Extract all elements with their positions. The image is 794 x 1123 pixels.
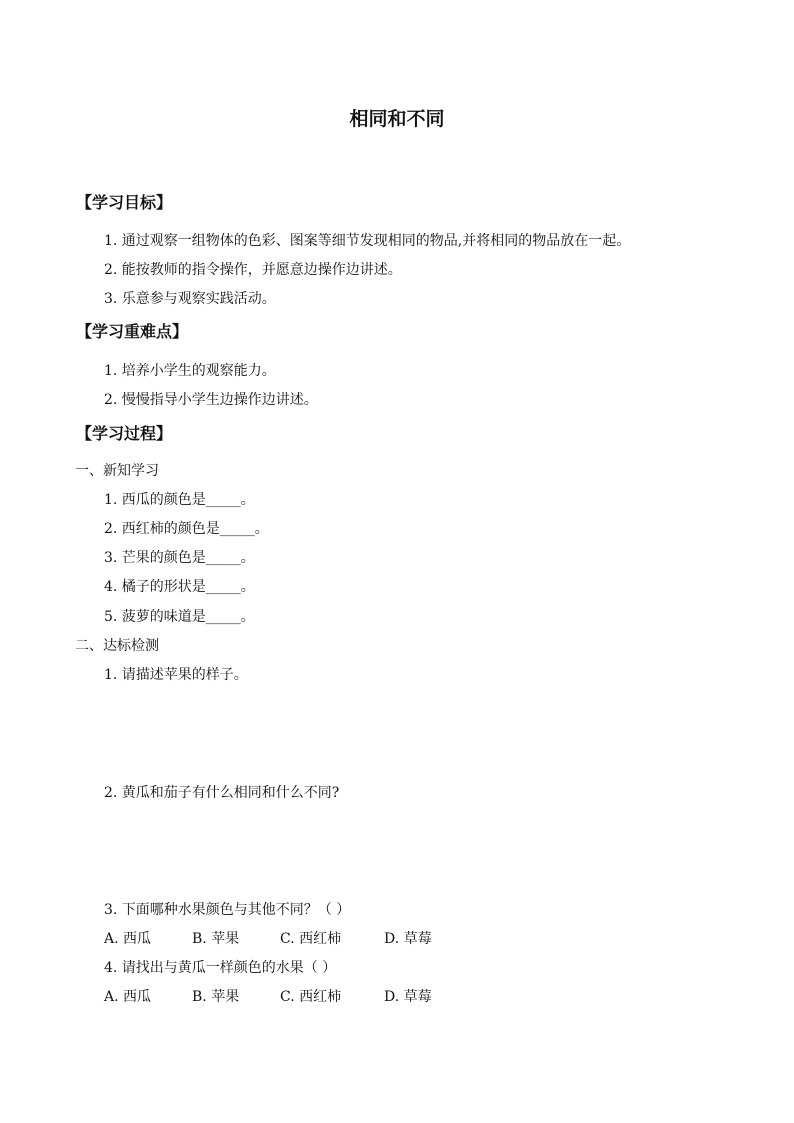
objective-item-2: 2. 能按教师的指令操作，并愿意边操作边讲述。 [104, 262, 402, 278]
q3-option-b: B. 苹果 [192, 931, 240, 947]
page-title: 相同和不同 [349, 108, 445, 130]
part2-heading: 二、达标检测 [75, 638, 159, 654]
fill-item-3: 3. 芒果的颜色是_____。 [104, 550, 255, 566]
q4-option-b: B. 苹果 [192, 989, 240, 1005]
q3-option-a: A. 西瓜 [104, 931, 152, 947]
section-heading-process: 【学习过程】 [76, 424, 173, 443]
q3-option-c: C. 西红柿 [280, 931, 342, 947]
q4-option-d: D. 草莓 [384, 989, 432, 1005]
objective-item-1: 1. 通过观察一组物体的色彩、图案等细节发现相同的物品,并将相同的物品放在一起。 [104, 233, 631, 249]
fill-item-1: 1. 西瓜的颜色是_____。 [104, 492, 255, 508]
fill-item-2: 2. 西红柿的颜色是_____。 [104, 521, 269, 537]
q4-option-a: A. 西瓜 [104, 989, 152, 1005]
part1-heading: 一、新知学习 [75, 463, 159, 479]
question-4-options [104, 988, 432, 1006]
fill-item-4: 4. 橘子的形状是_____。 [104, 579, 255, 595]
question-4: 4. 请找出与黄瓜一样颜色的水果（ ） [104, 960, 337, 976]
section-heading-objectives: 【学习目标】 [76, 193, 173, 212]
question-2: 2. 黄瓜和茄子有什么相同和什么不同? [104, 785, 340, 801]
q4-option-c: C. 西红柿 [280, 989, 342, 1005]
question-3-options [104, 930, 432, 948]
key-point-item-2: 2. 慢慢指导小学生边操作边讲述。 [104, 392, 318, 408]
section-heading-key-points: 【学习重难点】 [76, 322, 189, 341]
fill-item-5: 5. 菠萝的味道是_____。 [104, 609, 255, 625]
key-point-item-1: 1. 培养小学生的观察能力。 [104, 363, 276, 379]
question-1: 1. 请描述苹果的样子。 [104, 667, 248, 683]
question-3: 3. 下面哪种水果颜色与其他不同？（ ） [104, 902, 351, 918]
q3-option-d: D. 草莓 [384, 931, 432, 947]
objective-item-3: 3. 乐意参与观察实践活动。 [104, 291, 276, 307]
